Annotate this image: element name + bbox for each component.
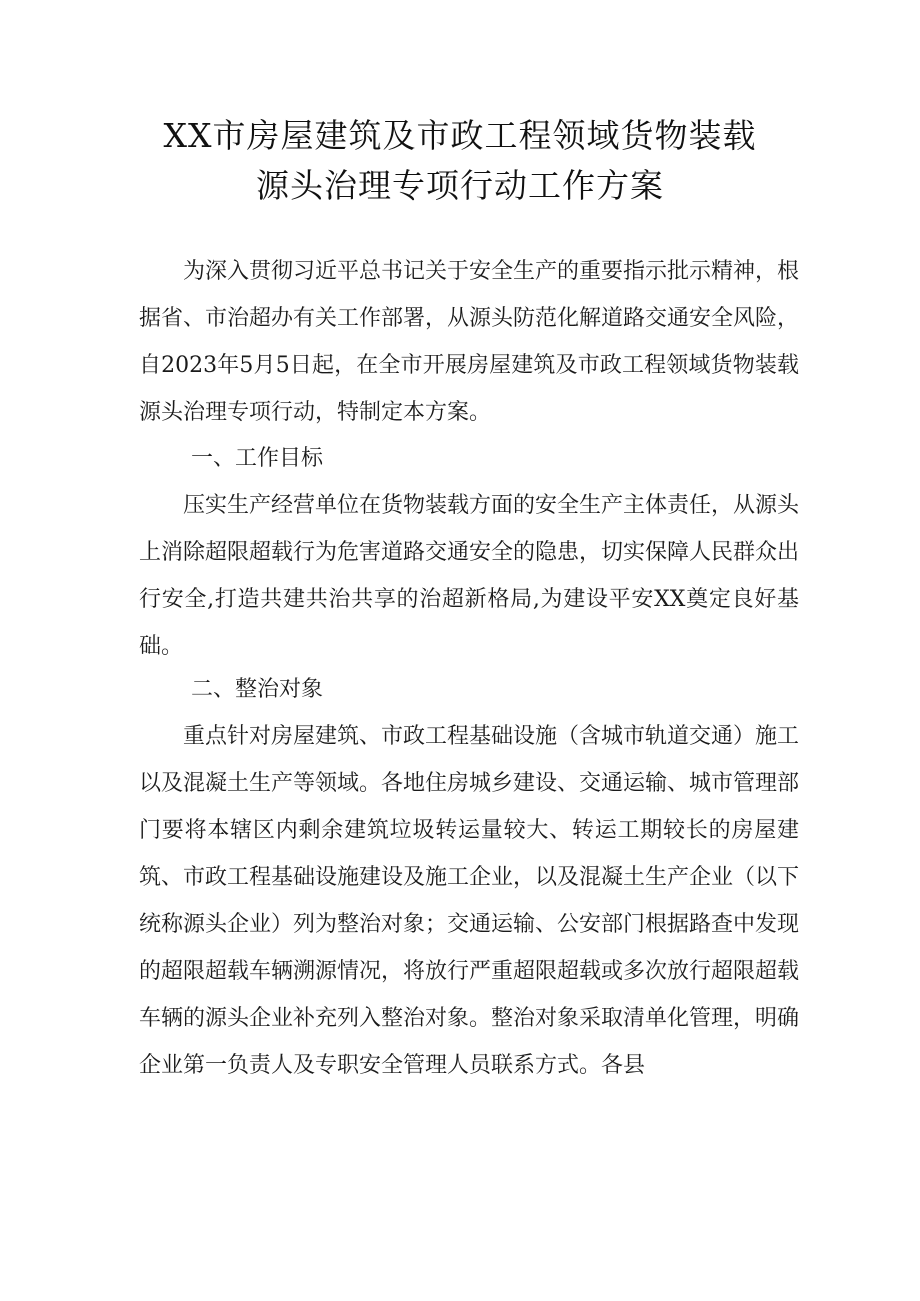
section-targets-paragraph: 重点针对房屋建筑、市政工程基础设施（含城市轨道交通）施工以及混凝土生产等领域。各地住房城乡建设、交通运输、城市管理部门要将本辖区内剩余建筑垃圾转运量较大、转运工期较长的房屋建筑、市政工程基础设施建设及施工企业，以及混凝土生产企业（以下统称源头企业）列为整治对象；交通运输、公安部门根据路查中发现的超限超载车辆溯源情况，将放行严重超限超载或多次放行超限超载车辆的源头企业补充列入整治对象。整治对象采取清单化管理，明确企业第一负责人及专职安全管理人员联系方式。各县 [139,724,800,1078]
section-heading-targets: 二、整治对象 [191,677,324,702]
document-title-line-1: XX市房屋建筑及市政工程领域货物装载 [163,116,757,155]
document-title-line-2: 源头治理专项行动工作方案 [256,166,664,205]
section-goals-paragraph: 压实生产经营单位在货物装载方面的安全生产主体责任，从源头上消除超限超载行为危害道路交通安全的隐患，切实保障人民群众出行安全,打造共建共治共享的治超新格局,为建设平安XX奠定良好基础。 [139,493,800,659]
section-heading-work-goals: 一、工作目标 [191,446,324,471]
intro-paragraph: 为深入贯彻习近平总书记关于安全生产的重要指示批示精神，根据省、市治超办有关工作部署，从源头防范化解道路交通安全风险，自2023年5月5日起，在全市开展房屋建筑及市政工程领域货物装载源头治理专项行动，特制定本方案。 [139,259,800,425]
